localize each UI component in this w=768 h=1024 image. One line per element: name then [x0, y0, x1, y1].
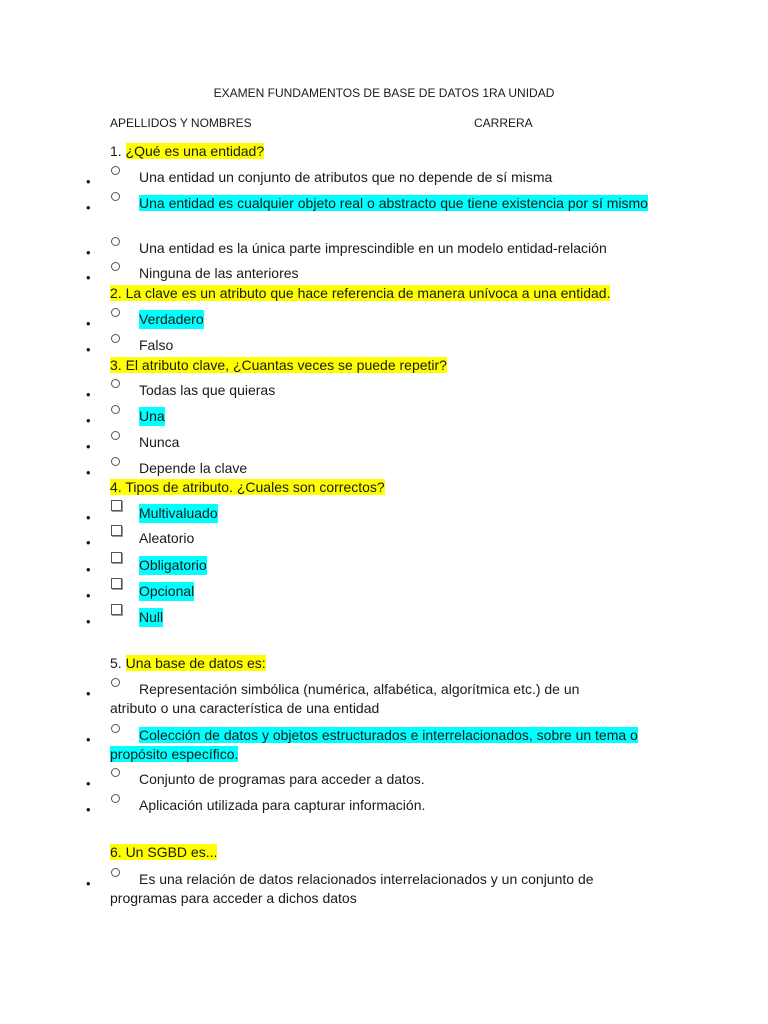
question-1-text: ¿Qué es una entidad? [125, 143, 265, 159]
bullet-icon: • [86, 510, 91, 525]
radio-icon[interactable] [111, 303, 120, 322]
radio-icon[interactable] [111, 452, 120, 471]
bullet-icon: • [86, 316, 91, 331]
bullet-icon: • [86, 387, 91, 402]
q6-option-1-label: Es una relación de datos relacionados interrelacionados y un conjunto de programas para acceder a dichos datos [110, 871, 594, 906]
names-label: APELLIDOS Y NOMBRES [110, 116, 252, 130]
q4-option-1-label: Multivaluado [139, 505, 218, 521]
question-3-text: 3. El atributo clave, ¿Cuantas veces se puede repetir? [110, 357, 447, 373]
question-5-text: Una base de datos es: [125, 655, 266, 671]
bullet-icon: • [86, 802, 91, 817]
q5-option-1-label: Representación simbólica (numérica, alfabética, algorítmica etc.) de un atributo o una característica de una entidad [110, 681, 580, 716]
q3-option-1-label: Todas las que quieras [139, 382, 276, 398]
question-3 [110, 355, 447, 375]
q4-option-2-label: Aleatorio [139, 530, 195, 546]
bullet-icon: • [86, 614, 91, 629]
q2-option-2-label: Falso [139, 337, 174, 353]
q1-option-3-label: Una entidad es la única parte imprescindible en un modelo entidad-relación [139, 240, 607, 256]
radio-icon[interactable] [111, 400, 120, 419]
question-1-number: 1. [110, 143, 126, 159]
radio-icon[interactable] [111, 426, 120, 445]
radio-icon[interactable] [111, 161, 120, 180]
question-1 [110, 141, 264, 161]
bullet-icon: • [86, 439, 91, 454]
bullet-icon: • [86, 588, 91, 603]
radio-icon[interactable] [111, 329, 120, 348]
radio-icon[interactable] [111, 763, 120, 782]
question-5 [110, 653, 266, 673]
question-6-text: 6. Un SGBD es... [110, 844, 218, 860]
q3-option-3-label: Nunca [139, 434, 180, 450]
bullet-icon: • [86, 686, 91, 701]
q2-option-1-label: Verdadero [139, 311, 204, 327]
q1-option-2-label: Una entidad es cualquier objeto real o abstracto que tiene existencia por sí mismo [139, 195, 648, 211]
bullet-icon: • [86, 776, 91, 791]
question-4 [110, 477, 385, 497]
bullet-icon: • [86, 245, 91, 260]
bullet-icon: • [86, 413, 91, 428]
q1-option-1-label: Una entidad un conjunto de atributos que no depende de sí misma [139, 169, 553, 185]
checkbox-icon[interactable] [111, 522, 122, 541]
checkbox-icon[interactable] [111, 601, 122, 620]
question-4-text: 4. Tipos de atributo. ¿Cuales son correctos? [110, 479, 385, 495]
bullet-icon: • [86, 465, 91, 480]
career-label: CARRERA [474, 116, 533, 130]
bullet-icon: • [86, 270, 91, 285]
q4-option-3-label: Obligatorio [139, 557, 207, 573]
q4-option-4-label: Opcional [139, 583, 195, 599]
bullet-icon: • [86, 535, 91, 550]
q5-option-4-label: Aplicación utilizada para capturar información. [139, 797, 426, 813]
checkbox-icon[interactable] [111, 497, 122, 516]
radio-icon[interactable] [111, 257, 120, 276]
bullet-icon: • [86, 174, 91, 189]
q1-option-4-label: Ninguna de las anteriores [139, 265, 299, 281]
radio-icon[interactable] [111, 374, 120, 393]
bullet-icon: • [86, 342, 91, 357]
exam-title: EXAMEN FUNDAMENTOS DE BASE DE DATOS 1RA UNIDAD [213, 86, 555, 100]
q5-option-2-label: Colección de datos y objetos estructurados e interrelacionados, sobre un tema o propósito específico. [110, 727, 638, 762]
radio-icon[interactable] [111, 789, 120, 808]
question-2 [110, 283, 610, 303]
bullet-icon: • [86, 200, 91, 215]
checkbox-icon[interactable] [111, 549, 122, 568]
q3-option-4-label: Depende la clave [139, 460, 248, 476]
question-5-number: 5. [110, 655, 126, 671]
checkbox-icon[interactable] [111, 575, 122, 594]
bullet-icon: • [86, 876, 91, 891]
q5-option-3-label: Conjunto de programas para acceder a datos. [139, 771, 425, 787]
question-2-text: 2. La clave es un atributo que hace referencia de manera unívoca a una entidad. [110, 285, 611, 301]
question-6 [110, 842, 217, 862]
bullet-icon: • [86, 732, 91, 747]
q3-option-2-label: Una [139, 408, 165, 424]
radio-icon[interactable] [111, 232, 120, 251]
bullet-icon: • [86, 562, 91, 577]
q4-option-5-label: Null [139, 609, 164, 625]
